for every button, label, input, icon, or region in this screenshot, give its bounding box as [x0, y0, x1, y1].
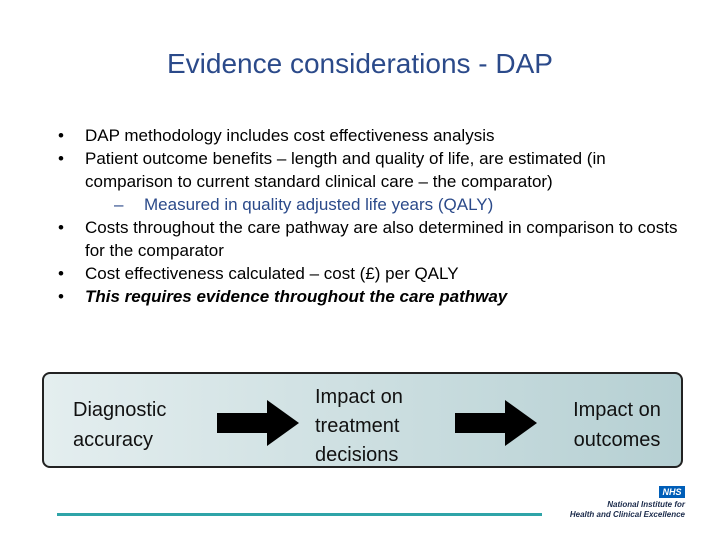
bullet-icon: • — [58, 149, 64, 168]
bullet-item — [58, 124, 698, 147]
right-arrow-icon — [217, 400, 299, 446]
bullet-item — [58, 147, 698, 193]
flow-step-impact-on-treatment-decisions: Impact on treatment decisions — [315, 386, 403, 466]
bullet-icon: • — [58, 126, 64, 145]
sub-bullet-item — [58, 193, 698, 216]
bullet-text: Cost effectiveness calculated – cost (£) per QALY — [85, 264, 459, 283]
bullet-item — [58, 262, 698, 285]
dash-icon: – — [114, 195, 124, 214]
bullet-item — [58, 216, 698, 262]
flow-step-diagnostic-accuracy: Diagnostic accuracy — [73, 399, 167, 451]
bullet-icon: • — [58, 218, 64, 237]
bullet-text: Patient outcome benefits – length and quality of life, are estimated (in comparison to current standard clinical care – the comparator) — [85, 149, 606, 191]
flow-step-impact-on-outcomes: Impact on outcomes — [573, 399, 661, 451]
bullet-text-emphasis: This requires evidence throughout the care pathway — [85, 287, 508, 306]
nhs-logo-badge: NHS — [659, 486, 685, 498]
bullet-text: DAP methodology includes cost effectiveness analysis — [85, 126, 495, 145]
logo-text-line-2: Health and Clinical Excellence — [569, 510, 685, 519]
footer-divider — [57, 513, 542, 516]
right-arrow-icon — [455, 400, 537, 446]
logo-text-line-1: National Institute for — [607, 500, 685, 509]
bullet-text: Costs throughout the care pathway are also determined in comparison to costs for the comparator — [85, 218, 678, 260]
nice-logo — [567, 486, 685, 522]
bullet-icon: • — [58, 287, 64, 306]
bullet-item — [58, 285, 698, 308]
bullet-list — [58, 124, 698, 308]
slide-title: Evidence considerations - DAP — [167, 48, 553, 79]
bullet-icon: • — [58, 264, 64, 283]
sub-bullet-text: Measured in quality adjusted life years (QALY) — [144, 195, 494, 214]
